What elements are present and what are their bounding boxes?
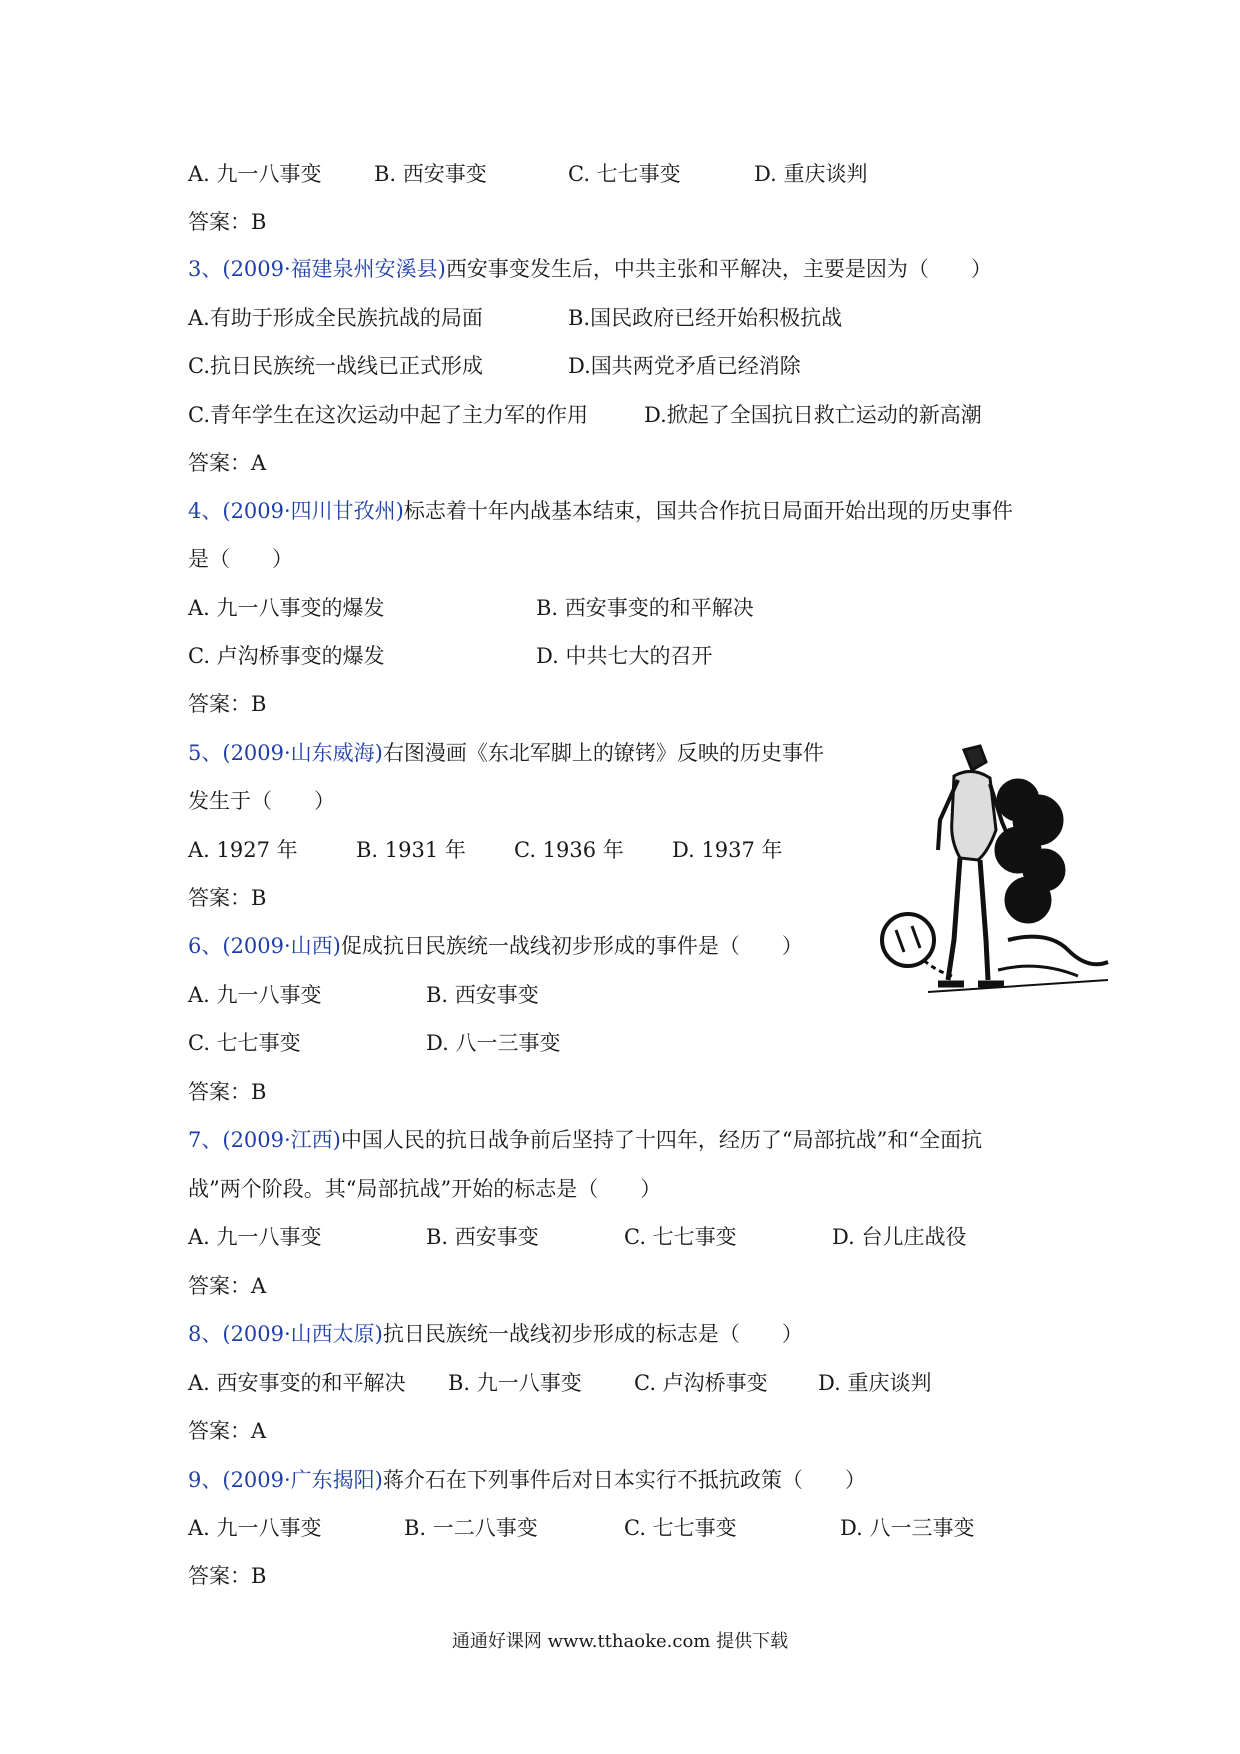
option-b: B. 西安事变 <box>426 983 539 1007</box>
option-c: C.抗日民族统一战线已正式形成 <box>188 354 483 378</box>
option-c: C.青年学生在这次运动中起了主力军的作用 <box>188 403 588 427</box>
question-source: (2009·广东揭阳) <box>222 1468 383 1492</box>
question-9 <box>188 1464 866 1496</box>
question-3 <box>188 253 992 285</box>
option-d: D.掀起了全国抗日救亡运动的新高潮 <box>644 403 982 427</box>
option-b: B. 西安事变 <box>426 1225 539 1249</box>
option-c: C. 卢沟桥事变 <box>634 1371 768 1395</box>
answer: 答案：A <box>188 1419 267 1443</box>
question-number: 3、 <box>188 257 223 281</box>
question-5 <box>188 737 824 769</box>
option-b: B. 一二八事变 <box>404 1516 538 1540</box>
question-source: (2009·福建泉州安溪县) <box>222 257 446 281</box>
question-source: (2009·山西) <box>222 934 341 958</box>
option-a: A. 九一八事变 <box>188 983 322 1007</box>
question-8 <box>188 1318 803 1350</box>
answer: 答案：B <box>188 1564 267 1588</box>
question-text-cont: 战”两个阶段。其“局部抗战”开始的标志是（ ） <box>188 1177 662 1201</box>
option-c: C. 1936 年 <box>514 838 624 862</box>
question-4 <box>188 495 1013 527</box>
question-text: 蒋介石在下列事件后对日本实行不抵抗政策（ ） <box>382 1468 866 1492</box>
question-text: 标志着十年内战基本结束，国共合作抗日局面开始出现的历史事件 <box>403 499 1013 523</box>
question-number: 9、 <box>188 1468 223 1492</box>
option-d: D. 重庆谈判 <box>818 1371 932 1395</box>
option-d: D. 重庆谈判 <box>754 162 868 186</box>
option-c: C. 卢沟桥事变的爆发 <box>188 644 385 668</box>
question-number: 4、 <box>188 499 223 523</box>
question-text-cont: 发生于（ ） <box>188 789 335 813</box>
option-a: A. 1927 年 <box>188 838 298 862</box>
question-text: 抗日民族统一战线初步形成的标志是（ ） <box>382 1322 803 1346</box>
option-d: D.国共两党矛盾已经消除 <box>568 354 801 378</box>
question-number: 5、 <box>188 741 223 765</box>
answer: 答案：A <box>188 451 267 475</box>
option-a: A.有助于形成全民族抗战的局面 <box>188 306 483 330</box>
question-number: 6、 <box>188 934 223 958</box>
question-6 <box>188 930 803 962</box>
question-source: (2009·江西) <box>222 1128 341 1152</box>
option-b: B.国民政府已经开始积极抗战 <box>568 306 843 330</box>
answer: 答案：B <box>188 210 267 234</box>
option-b: B. 西安事变 <box>374 162 487 186</box>
option-a: A. 九一八事变 <box>188 1516 322 1540</box>
option-d: D. 中共七大的召开 <box>536 644 713 668</box>
option-b: B. 西安事变的和平解决 <box>536 596 754 620</box>
answer: 答案：B <box>188 886 267 910</box>
option-c: C. 七七事变 <box>624 1516 737 1540</box>
answer: 答案：B <box>188 692 267 716</box>
question-source: (2009·山东威海) <box>222 741 383 765</box>
option-a: A. 九一八事变的爆发 <box>188 596 385 620</box>
question-source: (2009·四川甘孜州) <box>222 499 404 523</box>
cartoon-illustration <box>868 740 1113 1000</box>
option-b: B. 1931 年 <box>356 838 466 862</box>
option-d: D. 1937 年 <box>672 838 783 862</box>
question-number: 8、 <box>188 1322 223 1346</box>
option-c: C. 七七事变 <box>624 1225 737 1249</box>
question-text: 西安事变发生后，中共主张和平解决，主要是因为（ ） <box>445 257 992 281</box>
option-a: A. 西安事变的和平解决 <box>188 1371 406 1395</box>
question-source: (2009·山西太原) <box>222 1322 383 1346</box>
question-text: 右图漫画《东北军脚上的镣铐》反映的历史事件 <box>382 741 824 765</box>
question-text: 促成抗日民族统一战线初步形成的事件是（ ） <box>340 934 803 958</box>
option-d: D. 八一三事变 <box>840 1516 975 1540</box>
option-d: D. 八一三事变 <box>426 1031 561 1055</box>
question-7 <box>188 1124 982 1156</box>
option-c: C. 七七事变 <box>568 162 681 186</box>
option-d: D. 台儿庄战役 <box>832 1225 967 1249</box>
question-text: 中国人民的抗日战争前后坚持了十四年，经历了“局部抗战”和“全面抗 <box>340 1128 983 1152</box>
option-b: B. 九一八事变 <box>448 1371 582 1395</box>
answer: 答案：B <box>188 1080 267 1104</box>
option-a: A. 九一八事变 <box>188 1225 322 1249</box>
answer: 答案：A <box>188 1274 267 1298</box>
option-c: C. 七七事变 <box>188 1031 301 1055</box>
question-text-cont: 是（ ） <box>188 547 293 571</box>
option-a: A. 九一八事变 <box>188 162 322 186</box>
question-number: 7、 <box>188 1128 223 1152</box>
page-footer: 通通好课网 www.tthaoke.com 提供下载 <box>451 1631 789 1652</box>
